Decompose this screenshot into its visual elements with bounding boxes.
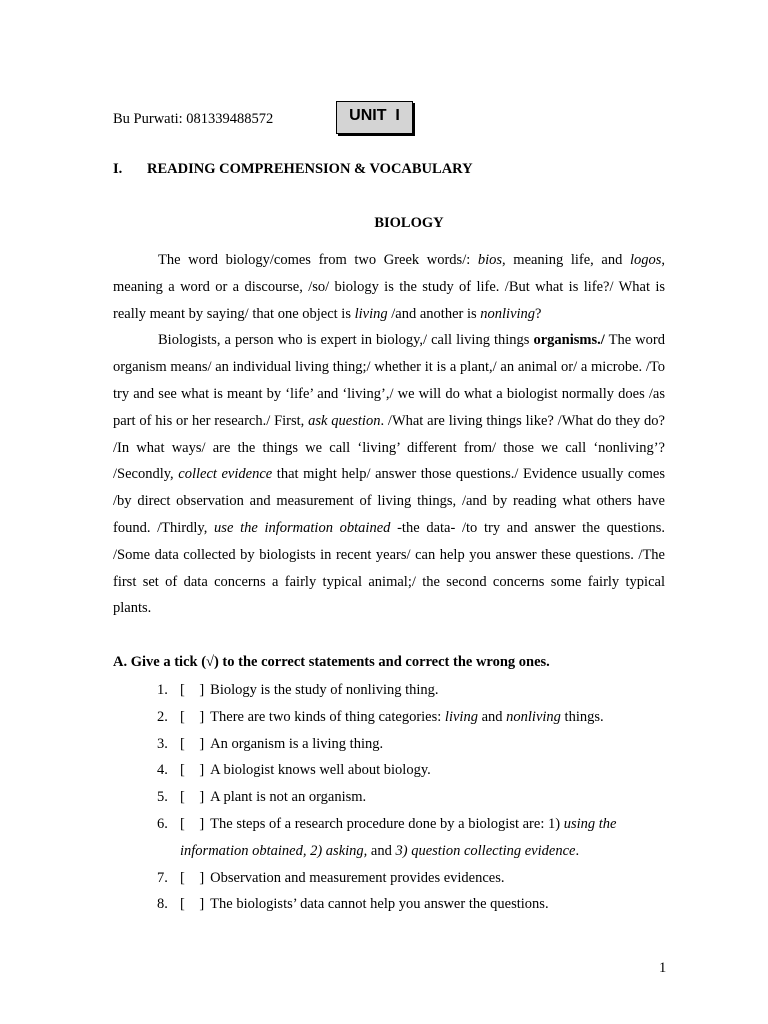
italic-text: logos — [629, 252, 662, 268]
text-run: The steps of a research procedure done by a biologist are: 1) — [210, 815, 564, 832]
list-item — [113, 891, 673, 918]
tick-box[interactable]: [ ] — [180, 708, 205, 725]
text-run: Biologists, a person who is expert in biology,/ call living things — [158, 332, 534, 349]
item-text — [180, 816, 616, 859]
item-number: 7. — [157, 869, 168, 886]
tick-box[interactable]: [ ] — [180, 869, 205, 886]
item-text — [210, 709, 603, 725]
list-item — [113, 731, 673, 758]
italic-text: using the information obtained, 2) asking, — [180, 815, 617, 859]
list-item — [113, 784, 673, 811]
unit-label-box: UNIT I — [336, 101, 413, 134]
item-text — [210, 896, 548, 912]
section-title: READING COMPREHENSION & VOCABULARY — [147, 161, 473, 177]
tick-box[interactable]: [ ] — [180, 789, 205, 806]
tick-box[interactable]: [ ] — [180, 762, 205, 779]
list-item — [113, 757, 673, 784]
text-run: Observation and measurement provides evidences. — [210, 869, 505, 886]
item-text — [210, 682, 438, 698]
text-run: The word biology/comes from two Greek words/: — [158, 252, 478, 268]
contact-line: Bu Purwati: 081339488572 — [113, 111, 274, 127]
text-run: things. — [560, 708, 604, 725]
item-text — [210, 870, 504, 886]
text-run: . — [575, 842, 580, 859]
bold-text: organisms./ — [533, 332, 605, 349]
item-number: 4. — [157, 762, 168, 779]
text-run: , meaning life, and — [502, 252, 630, 268]
list-item — [113, 865, 673, 892]
italic-text: use the information obtained — [214, 519, 391, 536]
reading-passage — [113, 247, 665, 622]
tick-box[interactable]: [ ] — [180, 682, 205, 698]
item-number: 6. — [157, 815, 168, 832]
italic-text: nonliving — [506, 708, 561, 725]
italic-text: bios — [477, 252, 503, 268]
text-run: A biologist knows well about biology. — [210, 762, 431, 779]
list-item — [113, 677, 673, 704]
text-run: that might help/ answer those questions./ Evidence usually comes /by direct observation and measurement of living things, /and by reading what others have found. /Thirdly, — [113, 466, 665, 536]
italic-text: living — [444, 708, 478, 725]
tick-box[interactable]: [ ] — [180, 735, 205, 752]
item-number: 5. — [157, 789, 168, 806]
tick-box[interactable]: [ ] — [180, 815, 205, 832]
text-run: Biology is the study of nonliving thing. — [210, 682, 439, 698]
italic-text: ask question — [308, 412, 381, 429]
text-run: . /What are living things like? /What do they do? /In what ways/ are the things we call ‘living’ different from/ those we call ‘nonliving’? /Secondly, — [113, 412, 665, 483]
text-run: The biologists’ data cannot help you answer the questions. — [210, 896, 549, 913]
paragraph-2 — [113, 327, 665, 622]
text-run: /and another is — [387, 305, 481, 322]
paragraph-1 — [113, 247, 665, 327]
item-text — [210, 736, 383, 752]
text-run: The word organism means/ an individual living thing;/ whether it is a plant,/ an animal or/ a microbe. /To try and see what is meant by ‘life’ and ‘living’,/ we will do what a biologist normally does /as part of his or her research./ First, — [113, 332, 665, 429]
text-run: There are two kinds of thing categories: — [210, 708, 445, 725]
text-run: -the data- /to try and answer the questions. /Some data collected by biologists in recent years/ can help you answer these questions. /The first set of data concerns a fairly typical animal;/ the second concerns some fairly typical plants. — [113, 519, 665, 617]
list-item — [113, 811, 673, 865]
tick-box[interactable]: [ ] — [180, 896, 205, 913]
section-number: I. — [113, 161, 123, 177]
italic-text: nonliving — [480, 305, 536, 322]
text-run: A plant is not an organism. — [210, 789, 367, 806]
italic-text: 3) question collecting evidence — [395, 842, 576, 859]
item-text — [210, 762, 431, 778]
item-number: 8. — [157, 896, 168, 913]
page-number: 1 — [659, 960, 667, 976]
exercise-heading: A. Give a tick (√) to the correct statements and correct the wrong ones. — [113, 654, 550, 670]
text-run: , meaning a word or a discourse, /so/ biology is the study of life. /But what is life?/ What is really meant by saying/ that one object is — [113, 252, 665, 322]
italic-text: living — [354, 305, 388, 322]
item-number: 3. — [157, 735, 168, 752]
text-run: and — [477, 708, 507, 725]
text-run: An organism is a living thing. — [210, 735, 384, 752]
text-run: and — [367, 842, 396, 859]
list-item — [113, 704, 673, 731]
item-number: 1. — [157, 682, 168, 698]
document-title: BIOLOGY — [374, 215, 444, 231]
item-text — [210, 789, 366, 805]
italic-text: collect evidence — [178, 466, 273, 483]
exercise-list — [113, 677, 673, 918]
item-number: 2. — [157, 708, 168, 725]
text-run: ? — [535, 305, 542, 322]
